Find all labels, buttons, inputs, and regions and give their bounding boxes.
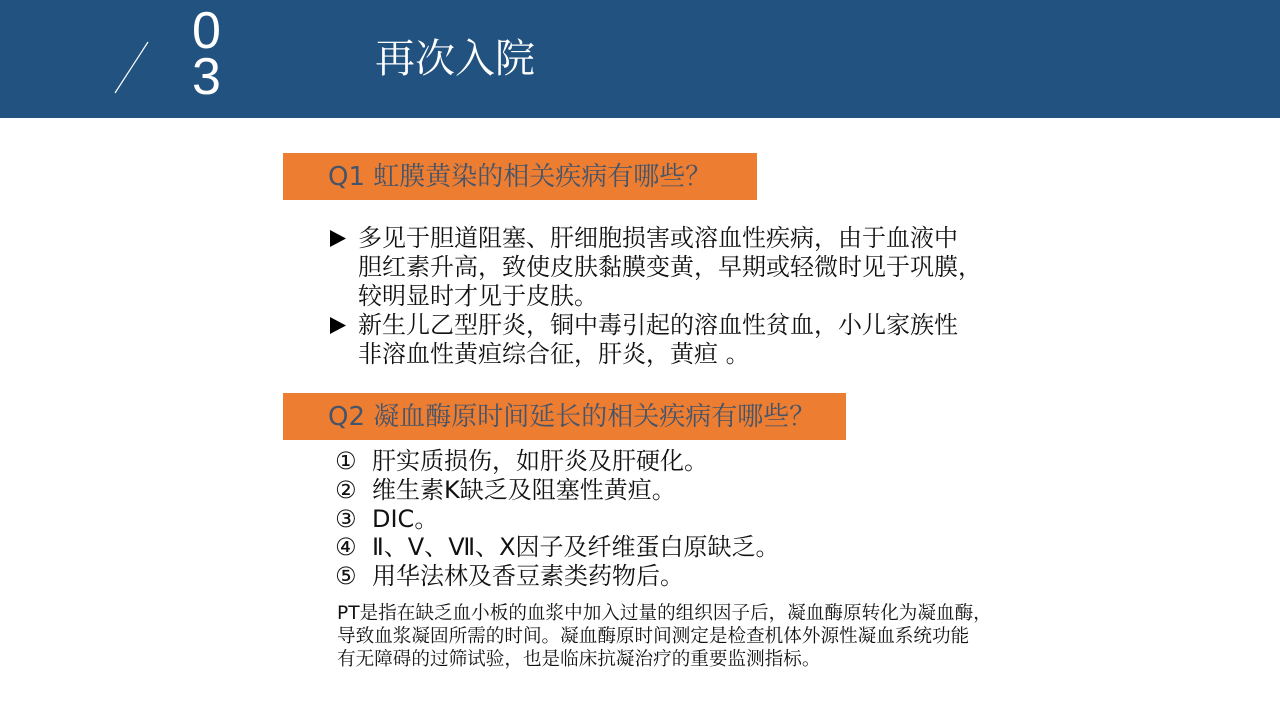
circled-number: ① xyxy=(335,447,357,475)
slide-title: 再次入院 xyxy=(375,36,535,82)
circled-number: ③ xyxy=(335,504,357,533)
list-item xyxy=(335,533,780,562)
section-number-digit: 3 xyxy=(192,48,221,106)
question-banner-q1 xyxy=(283,153,757,200)
list-item-line: 新生儿乙型肝炎，铜中毒引起的溶血性贫血，小儿家族性 xyxy=(358,311,958,339)
note-line: PT是指在缺乏血小板的血浆中加入过量的组织因子后，凝血酶原转化为凝血酶， xyxy=(337,603,992,624)
note-line: 有无障碍的过筛试验，也是临床抗凝治疗的重要监测指标。 xyxy=(337,649,821,670)
question-banner-q2 xyxy=(283,393,846,440)
circled-number: ⑤ xyxy=(335,562,357,590)
question-text: Q1 虹膜黄染的相关疾病有哪些？ xyxy=(328,162,712,192)
circled-number: ④ xyxy=(335,533,357,562)
section-number-digit: 0 xyxy=(192,2,221,60)
note-line: 导致血浆凝固所需的时间。凝血酶原时间测定是检查机体外源性凝血系统功能 xyxy=(337,626,970,647)
diagonal-divider-line xyxy=(110,38,155,98)
list-item-text: 维生素K缺乏及阻塞性黄疸。 xyxy=(372,475,676,504)
list-item xyxy=(335,447,780,476)
header-bar xyxy=(0,0,1280,118)
list-item-text: 用华法林及香豆素类药物后。 xyxy=(372,562,684,590)
list-item-line: 多见于胆道阻塞、肝细胞损害或溶血性疾病，由于血液中 xyxy=(358,224,958,252)
list-item-line: 胆红素升高，致使皮肤黏膜变黄，早期或轻微时见于巩膜， xyxy=(358,253,982,281)
triangle-right-icon xyxy=(330,317,346,334)
list-item xyxy=(330,311,982,369)
circled-number: ② xyxy=(335,475,357,504)
list-item-text: Ⅱ、Ⅴ、Ⅶ、Ⅹ因子及纤维蛋白原缺乏。 xyxy=(372,533,780,562)
pt-definition-note xyxy=(337,602,992,671)
list-item xyxy=(330,224,982,311)
list-item-text: DIC。 xyxy=(372,504,439,533)
list-item xyxy=(335,562,780,591)
list-item-line: 非溶血性黄疸综合征，肝炎，黄疸 。 xyxy=(358,340,750,368)
q2-answer-list xyxy=(335,447,780,591)
question-text: Q2 凝血酶原时间延长的相关疾病有哪些？ xyxy=(328,402,816,432)
list-item-text: 肝实质损伤，如肝炎及肝硬化。 xyxy=(372,447,708,475)
triangle-right-icon xyxy=(330,230,346,247)
list-item xyxy=(335,505,780,534)
list-item xyxy=(335,476,780,505)
list-item-line: 较明显时才见于皮肤。 xyxy=(358,282,598,310)
q1-answer-list xyxy=(330,224,982,369)
